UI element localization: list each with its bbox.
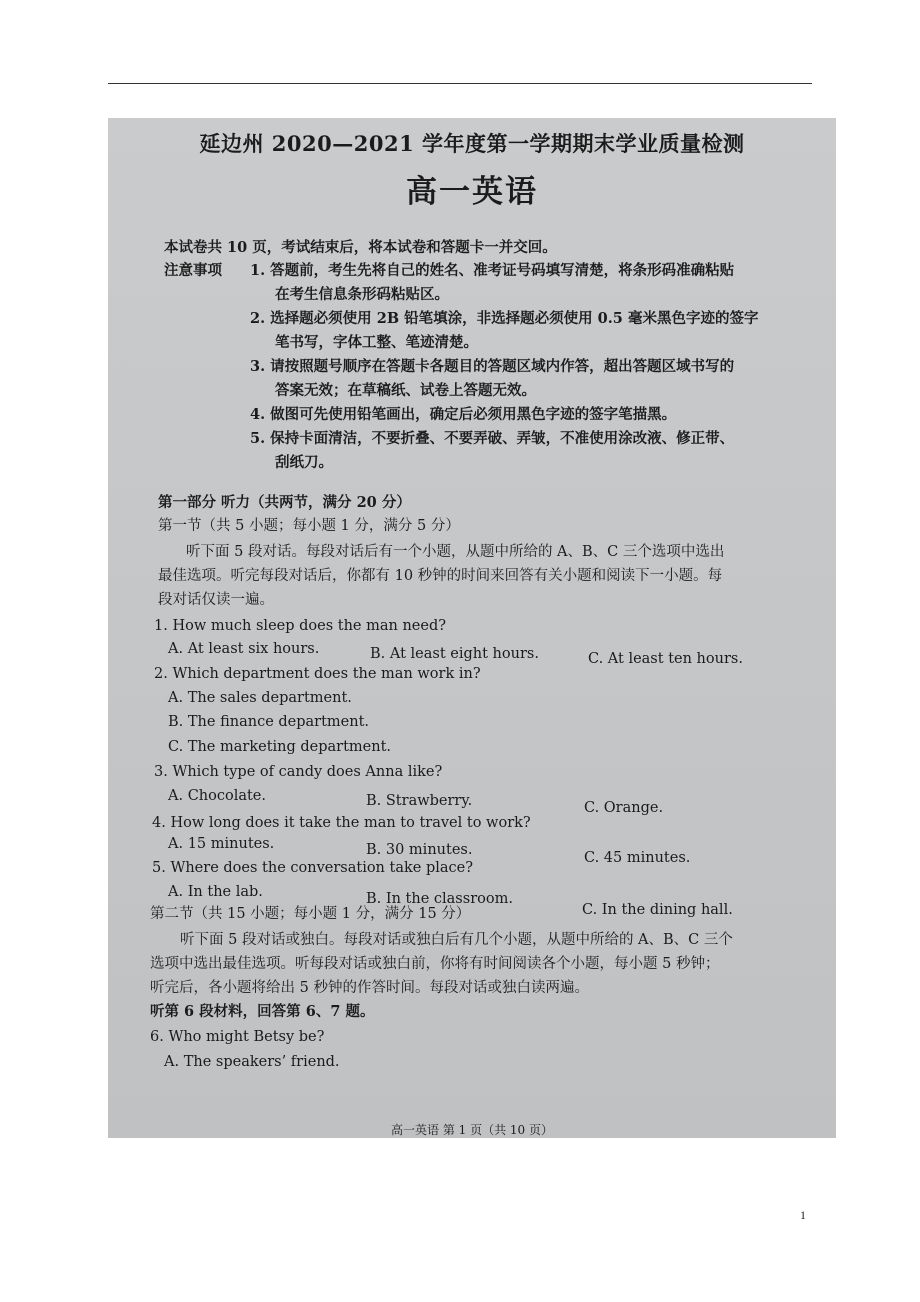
notice-line: 1. 答题前，考生先将自己的姓名、准考证号码填写清楚，将条形码准确粘贴 bbox=[250, 262, 735, 279]
question-option: C. In the dining hall. bbox=[582, 902, 733, 918]
notice-line: 5. 保持卡面清洁，不要折叠、不要弄破、弄皱，不准使用涂改液、修正带、 bbox=[250, 430, 735, 447]
page-number: 1 bbox=[800, 1208, 806, 1222]
section1-instruction: 听下面 5 段对话。每段对话后有一个小题，从题中所给的 A、B、C 三个选项中选出 bbox=[186, 544, 725, 560]
notice-line: 笔书写，字体工整、笔迹清楚。 bbox=[275, 334, 478, 351]
question-option: B. Strawberry. bbox=[366, 793, 473, 809]
question-option: A. Chocolate. bbox=[168, 788, 267, 804]
question-stem: 5. Where does the conversation take place? bbox=[152, 860, 473, 876]
section2-instruction: 听下面 5 段对话或独白。每段对话或独白后有几个小题，从题中所给的 A、B、C 三个 bbox=[180, 932, 733, 948]
material-note: 听第 6 段材料，回答第 6、7 题。 bbox=[150, 1003, 375, 1020]
header-rule bbox=[108, 83, 812, 84]
notice-line: 2. 选择题必须使用 2B 铅笔填涂，非选择题必须使用 0.5 毫米黑色字迹的签字 bbox=[250, 310, 759, 327]
question-option: A. In the lab. bbox=[168, 884, 263, 900]
question-option: B. 30 minutes. bbox=[366, 842, 473, 858]
subject-title: 高一英语 bbox=[406, 174, 538, 210]
question-option: C. 45 minutes. bbox=[584, 850, 691, 866]
question-option: A. The speakers’ friend. bbox=[164, 1054, 340, 1070]
question-stem: 6. Who might Betsy be? bbox=[150, 1029, 325, 1045]
section1-heading: 第一节（共 5 小题；每小题 1 分，满分 5 分） bbox=[158, 518, 460, 534]
question-option: A. The sales department. bbox=[168, 690, 352, 706]
section1-instruction: 最佳选项。听完每段对话后，你都有 10 秒钟的时间来回答有关小题和阅读下一小题。每 bbox=[158, 568, 723, 584]
question-option: A. At least six hours. bbox=[168, 641, 320, 657]
notice-line: 答案无效；在草稿纸、试卷上答题无效。 bbox=[275, 382, 536, 399]
question-option: B. The finance department. bbox=[168, 714, 370, 730]
notice-label: 注意事项 bbox=[164, 262, 222, 279]
section2-instruction: 听完后，各小题将给出 5 秒钟的作答时间。每段对话或独白读两遍。 bbox=[150, 980, 589, 996]
question-option: A. 15 minutes. bbox=[168, 836, 275, 852]
question-option: B. In the classroom. bbox=[366, 891, 513, 907]
notice-line: 3. 请按照题号顺序在答题卡各题目的答题区域内作答，超出答题区域书写的 bbox=[250, 358, 735, 375]
exam-title: 延边州 2020—2021 学年度第一学期期末学业质量检测 bbox=[199, 131, 745, 156]
notice-line: 4. 做图可先使用铅笔画出，确定后必须用黑色字迹的签字笔描黑。 bbox=[250, 406, 677, 423]
page-footer: 高一英语 第 1 页（共 10 页） bbox=[391, 1123, 553, 1137]
section2-instruction: 选项中选出最佳选项。听每段对话或独白前，你将有时间阅读各个小题，每小题 5 秒钟； bbox=[150, 956, 720, 972]
question-stem: 4. How long does it take the man to travel to work? bbox=[152, 815, 531, 831]
part1-heading: 第一部分 听力（共两节，满分 20 分） bbox=[158, 494, 411, 511]
question-stem: 1. How much sleep does the man need? bbox=[154, 618, 447, 634]
notice-line: 刮纸刀。 bbox=[275, 454, 333, 471]
notice-intro: 本试卷共 10 页，考试结束后，将本试卷和答题卡一并交回。 bbox=[164, 239, 557, 256]
question-stem: 3. Which type of candy does Anna like? bbox=[154, 764, 443, 780]
section2-heading: 第二节（共 15 小题；每小题 1 分，满分 15 分） bbox=[150, 906, 471, 922]
question-option: C. Orange. bbox=[584, 800, 664, 816]
question-option: C. At least ten hours. bbox=[588, 651, 743, 667]
notice-line: 在考生信息条形码粘贴区。 bbox=[275, 286, 449, 303]
exam-page-photo bbox=[108, 118, 836, 1138]
question-option: C. The marketing department. bbox=[168, 739, 392, 755]
section1-instruction: 段对话仅读一遍。 bbox=[158, 592, 274, 608]
question-option: B. At least eight hours. bbox=[370, 646, 539, 662]
question-stem: 2. Which department does the man work in? bbox=[154, 666, 481, 682]
